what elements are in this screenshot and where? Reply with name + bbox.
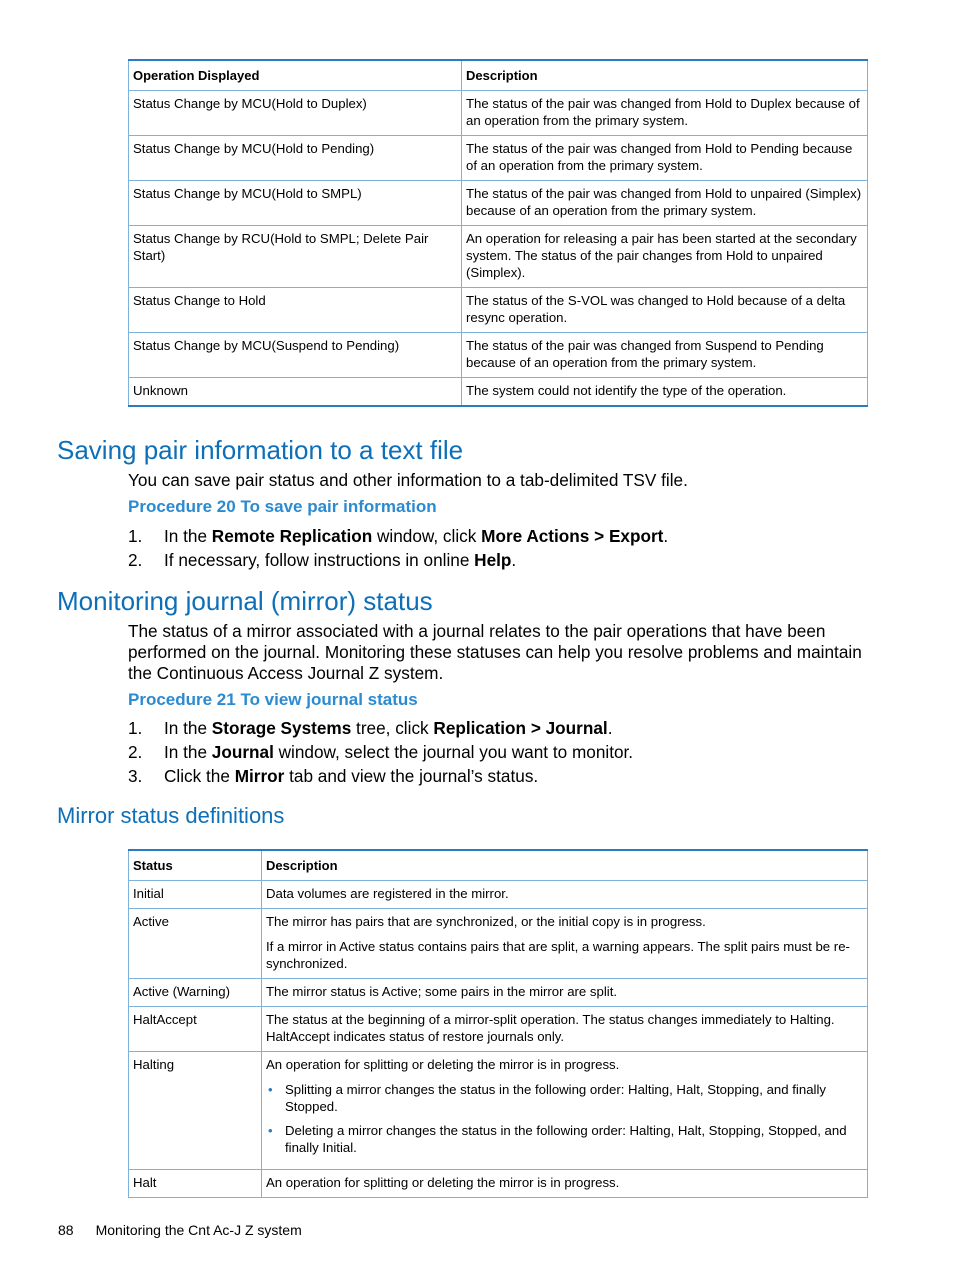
description-cell <box>262 1007 868 1052</box>
column-header: Description <box>462 60 868 91</box>
operation-cell: Status Change to Hold <box>129 288 462 333</box>
step-text: If necessary, follow instructions in online <box>164 550 475 570</box>
column-header: Operation Displayed <box>129 60 462 91</box>
procedure-step <box>128 764 633 788</box>
section-intro: You can save pair status and other information to a tab-delimited TSV file. <box>128 470 688 490</box>
ui-term: Journal <box>211 742 274 762</box>
footer-section: Monitoring the Cnt Ac-J Z system <box>95 1222 302 1238</box>
ui-term: Replication > Journal <box>433 718 608 738</box>
table-row <box>129 91 868 136</box>
subsection-title: Mirror status definitions <box>57 803 285 828</box>
description-paragraph: An operation for splitting or deleting the mirror is in progress. <box>266 1057 620 1072</box>
page-footer <box>58 1222 324 1238</box>
procedure-step <box>128 548 668 572</box>
ui-term: Storage Systems <box>211 718 352 738</box>
mirror-status-table <box>128 849 868 1198</box>
ui-term: Remote Replication <box>211 526 373 546</box>
description-paragraph: The mirror has pairs that are synchronized, or the initial copy is in progress. <box>266 914 706 929</box>
table-row <box>129 181 868 226</box>
table-row <box>129 378 868 407</box>
description-cell <box>262 1170 868 1198</box>
step-text: . <box>511 550 517 570</box>
table-row <box>129 226 868 288</box>
step-text: tab and view the journal’s status. <box>284 766 539 786</box>
procedure-steps <box>128 524 668 572</box>
step-number: 1. <box>128 526 143 546</box>
bullet-item: • Splitting a mirror changes the status in the following order: Halting, Halt, Stopping, and finally Stopped. <box>285 1081 863 1115</box>
table-header-row <box>129 850 868 881</box>
ui-term: More Actions > Export <box>481 526 664 546</box>
step-text: In the <box>164 742 212 762</box>
status-cell: Active <box>129 909 262 979</box>
operation-cell: Unknown <box>129 378 462 407</box>
description-paragraph: If a mirror in Active status contains pairs that are split, a warning appears. The split pairs must be re-synchronized. <box>266 939 850 971</box>
description-paragraph: The status at the beginning of a mirror-split operation. The status changes immediately to Halting. HaltAccept indicates status of restore journals only. <box>266 1012 835 1044</box>
description-cell <box>262 1052 868 1170</box>
step-text: Click the <box>164 766 235 786</box>
step-number: 1. <box>128 718 143 738</box>
description-cell <box>262 881 868 909</box>
step-text: . <box>607 718 613 738</box>
description-paragraph: An operation for splitting or deleting the mirror is in progress. <box>266 1175 620 1190</box>
description-cell: The status of the S-VOL was changed to Hold because of a delta resync operation. <box>462 288 868 333</box>
column-header: Status <box>129 850 262 881</box>
description-paragraph: Data volumes are registered in the mirror. <box>266 886 509 901</box>
description-cell <box>262 979 868 1007</box>
table-row <box>129 1007 868 1052</box>
status-cell: Halting <box>129 1052 262 1170</box>
table-header-row <box>129 60 868 91</box>
procedure-step <box>128 740 633 764</box>
step-number: 2. <box>128 742 143 762</box>
table-row <box>129 136 868 181</box>
table-row <box>129 333 868 378</box>
status-cell: Initial <box>129 881 262 909</box>
description-cell: The status of the pair was changed from Hold to Duplex because of an operation from the primary system. <box>462 91 868 136</box>
table-row <box>129 288 868 333</box>
ui-term: Mirror <box>234 766 285 786</box>
table-row <box>129 1052 868 1170</box>
step-text: tree, click <box>351 718 434 738</box>
step-text: . <box>663 526 669 546</box>
status-cell: Active (Warning) <box>129 979 262 1007</box>
section-title-saving: Saving pair information to a text file <box>57 435 464 465</box>
ui-term: Help <box>474 550 512 570</box>
table-row <box>129 909 868 979</box>
table-row <box>129 881 868 909</box>
procedure-step <box>128 524 668 548</box>
description-cell: The status of the pair was changed from Suspend to Pending because of an operation from the primary system. <box>462 333 868 378</box>
operations-table <box>128 59 868 407</box>
step-number: 3. <box>128 766 143 786</box>
status-cell: Halt <box>129 1170 262 1198</box>
procedure-step <box>128 716 633 740</box>
page-number: 88 <box>58 1222 74 1238</box>
table-row <box>129 1170 868 1198</box>
section-intro: The status of a mirror associated with a journal relates to the pair operations that have been performed on the journal. Monitoring these statuses can help you resolve problems and maintain the Continuous Access Journal Z system. <box>128 621 862 683</box>
description-cell <box>262 909 868 979</box>
description-cell: The status of the pair was changed from Hold to unpaired (Simplex) because of an operation from the primary system. <box>462 181 868 226</box>
operation-cell: Status Change by MCU(Hold to Pending) <box>129 136 462 181</box>
description-cell: The system could not identify the type of the operation. <box>462 378 868 407</box>
operation-cell: Status Change by MCU(Hold to Duplex) <box>129 91 462 136</box>
table-row <box>129 979 868 1007</box>
description-cell: The status of the pair was changed from Hold to Pending because of an operation from the primary system. <box>462 136 868 181</box>
section-title-monitoring: Monitoring journal (mirror) status <box>57 586 433 616</box>
step-text: In the <box>164 718 212 738</box>
step-text: window, click <box>372 526 482 546</box>
description-paragraph: The mirror status is Active; some pairs in the mirror are split. <box>266 984 618 999</box>
operation-cell: Status Change by RCU(Hold to SMPL; Delete Pair Start) <box>129 226 462 288</box>
step-number: 2. <box>128 550 143 570</box>
bullet-list <box>266 1081 863 1156</box>
procedure-steps <box>128 716 633 788</box>
description-cell: An operation for releasing a pair has been started at the secondary system. The status of the pair changes from Hold to unpaired (Simplex). <box>462 226 868 288</box>
column-header: Description <box>262 850 868 881</box>
status-cell: HaltAccept <box>129 1007 262 1052</box>
procedure-title: Procedure 21 To view journal status <box>128 690 418 709</box>
step-text: window, select the journal you want to monitor. <box>273 742 634 762</box>
operation-cell: Status Change by MCU(Suspend to Pending) <box>129 333 462 378</box>
operation-cell: Status Change by MCU(Hold to SMPL) <box>129 181 462 226</box>
bullet-item: • Deleting a mirror changes the status in the following order: Halting, Halt, Stopping, Stopped, and finally Initial. <box>285 1122 863 1156</box>
step-text: In the <box>164 526 212 546</box>
procedure-title: Procedure 20 To save pair information <box>128 497 437 516</box>
